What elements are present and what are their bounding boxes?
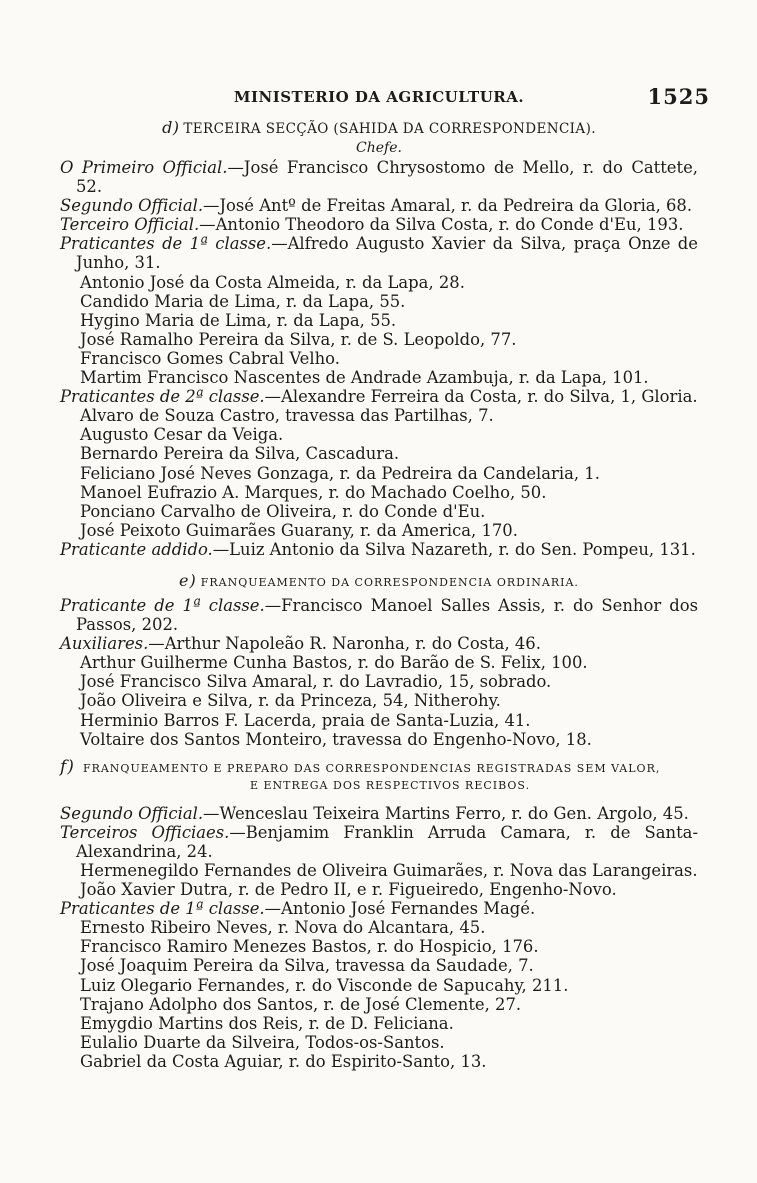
- directory-entry: [60, 521, 698, 540]
- entry-text: Gabriel da Costa Aguiar, r. do Espirito-Santo, 13.: [80, 1051, 487, 1071]
- directory-entry: [60, 711, 698, 730]
- entry-role: Segundo Official.: [60, 196, 204, 216]
- entry-text: —Antonio José Fernandes Magé.: [264, 899, 536, 919]
- entry-role: Terceiro Official.: [60, 215, 200, 235]
- directory-entry: [60, 899, 698, 918]
- directory-entry: [60, 387, 698, 406]
- directory-entry: [60, 234, 698, 272]
- page-number: 1525: [647, 84, 710, 109]
- directory-entry: [60, 502, 698, 521]
- directory-entry: [60, 804, 698, 823]
- entry-role: Praticante de 1ª classe.: [60, 595, 265, 615]
- section-heading-text: FRANQUEAMENTO DA CORRESPONDENCIA ORDINARIA.: [200, 575, 579, 589]
- entry-role: Auxiliares.: [60, 634, 149, 654]
- entry-text: —Francisco Manoel Salles Assis, r. do Senhor dos Passos, 202.: [76, 595, 698, 635]
- document-page: [60, 84, 710, 1071]
- entry-role: O Primeiro Official.: [60, 158, 228, 177]
- entry-text: Bernardo Pereira da Silva, Cascadura.: [80, 444, 400, 464]
- entry-role: Segundo Official.: [60, 803, 204, 823]
- entry-text: —Arthur Napoleão R. Naronha, r. do Costa, 46.: [148, 634, 541, 654]
- directory-entry: [60, 691, 698, 710]
- entry-role: Terceiros Officiaes.: [60, 822, 230, 842]
- entry-text: —Alfredo Augusto Xavier da Silva, praça Onze de Junho, 31.: [76, 234, 698, 273]
- section-heading-text: TERCEIRA SECÇÃO (SAHIDA DA CORRESPONDENCIA).: [183, 121, 596, 137]
- entry-text: Herminio Barros F. Lacerda, praia de Santa-Luzia, 41.: [80, 710, 531, 730]
- directory-entry: [60, 672, 698, 691]
- entry-text: João Xavier Dutra, r. de Pedro II, e r. Figueiredo, Engenho-Novo.: [80, 880, 617, 900]
- directory-entry: [60, 730, 698, 749]
- entry-text: Voltaire dos Santos Monteiro, travessa do Engenho-Novo, 18.: [80, 729, 592, 749]
- entry-text: Hygino Maria de Lima, r. da Lapa, 55.: [80, 310, 397, 330]
- entry-text: Luiz Olegario Fernandes, r. do Visconde de Sapucahy, 211.: [80, 975, 569, 995]
- entry-text: Augusto Cesar da Veiga.: [80, 425, 284, 445]
- directory-entry: [60, 976, 698, 995]
- section-marker: f): [60, 756, 75, 777]
- running-header: [60, 84, 710, 110]
- entry-text: —Benjamim Franklin Arruda Camara, r. de Santa-Alexandrina, 24.: [76, 822, 698, 861]
- entry-text: —Antonio Theodoro da Silva Costa, r. do Conde d'Eu, 193.: [199, 215, 684, 235]
- directory-entry: [60, 861, 698, 880]
- entry-text: Ernesto Ribeiro Neves, r. Nova do Alcantara, 45.: [80, 918, 486, 938]
- directory-entry: [60, 273, 698, 292]
- entry-text: Alvaro de Souza Castro, travessa das Partilhas, 7.: [80, 406, 494, 426]
- entry-text: Emygdio Martins dos Reis, r. de D. Feliciana.: [80, 1013, 454, 1033]
- section-heading-text: FRANQUEAMENTO E PREPARO DAS CORRESPONDENCIAS REGISTRADAS SEM VALOR,: [82, 761, 661, 775]
- directory-entry: [60, 653, 698, 672]
- entry-text: —Alexandre Ferreira da Costa, r. do Silva, 1, Gloria.: [264, 387, 698, 407]
- entry-text: José Ramalho Pereira da Silva, r. de S. Leopoldo, 77.: [80, 329, 517, 349]
- directory-entry: [60, 292, 698, 311]
- section-heading: [60, 571, 698, 590]
- entry-role: Praticantes de 1ª classe.: [60, 234, 272, 254]
- entry-text: Trajano Adolpho dos Santos, r. de José Clemente, 27.: [80, 994, 522, 1014]
- entry-text: —Wenceslau Teixeira Martins Ferro, r. do Gen. Argolo, 45.: [203, 803, 689, 823]
- entry-text: José Joaquim Pereira da Silva, travessa da Saudade, 7.: [80, 956, 534, 976]
- directory-entry: [60, 823, 698, 861]
- directory-entry: [60, 483, 698, 502]
- entry-text: João Oliveira e Silva, r. da Princeza, 54, Nitherohy.: [80, 691, 501, 711]
- entry-role: Praticantes de 1ª classe.: [60, 899, 265, 919]
- directory-entry: [60, 918, 698, 937]
- directory-entry: [60, 596, 698, 634]
- directory-content: [60, 118, 698, 1071]
- directory-entry: [60, 540, 698, 559]
- section-heading-line2: E ENTREGA DOS RESPECTIVOS RECIBOS.: [249, 778, 531, 792]
- directory-entry: [60, 425, 698, 444]
- section-marker: d): [162, 118, 180, 137]
- directory-entry: [60, 634, 698, 653]
- directory-entry: [60, 158, 698, 196]
- entry-text: Manoel Eufrazio A. Marques, r. do Machado Coelho, 50.: [80, 482, 547, 502]
- entry-text: Eulalio Duarte da Silveira, Todos-os-Santos.: [80, 1032, 445, 1052]
- directory-entry: [60, 1052, 698, 1071]
- directory-entry: [60, 196, 698, 215]
- entry-text: Francisco Gomes Cabral Velho.: [80, 348, 340, 368]
- directory-entry: [60, 444, 698, 463]
- directory-entry: [60, 406, 698, 425]
- entry-text: Feliciano José Neves Gonzaga, r. da Pedreira da Candelaria, 1.: [80, 463, 600, 483]
- entry-text: Martim Francisco Nascentes de Andrade Azambuja, r. da Lapa, 101.: [80, 368, 649, 388]
- directory-entry: [60, 330, 698, 349]
- entry-text: Hermenegildo Fernandes de Oliveira Guimarães, r. Nova das Larangeiras.: [80, 861, 698, 880]
- section-heading: [60, 756, 698, 794]
- entry-text: —José Francisco Chrysostomo de Mello, r. do Cattete, 52.: [76, 158, 698, 197]
- section-subheading: Chefe.: [356, 140, 402, 156]
- entry-text: —José Antº de Freitas Amaral, r. da Pedreira da Gloria, 68.: [203, 196, 693, 216]
- directory-entry: [60, 1014, 698, 1033]
- entry-text: Antonio José da Costa Almeida, r. da Lapa, 28.: [80, 272, 465, 292]
- entry-role: Praticante addido.: [60, 539, 213, 559]
- directory-entry: [60, 368, 698, 387]
- page-title: MINISTERIO DA AGRICULTURA.: [233, 88, 525, 106]
- entry-text: Francisco Ramiro Menezes Bastos, r. do Hospicio, 176.: [80, 937, 539, 957]
- entry-text: José Peixoto Guimarães Guarany, r. da America, 170.: [80, 520, 518, 540]
- entry-text: Arthur Guilherme Cunha Bastos, r. do Barão de S. Felix, 100.: [80, 653, 588, 673]
- entry-text: Candido Maria de Lima, r. da Lapa, 55.: [80, 291, 406, 311]
- directory-entry: [60, 937, 698, 956]
- directory-entry: [60, 215, 698, 234]
- entry-text: Ponciano Carvalho de Oliveira, r. do Conde d'Eu.: [80, 501, 486, 521]
- directory-entry: [60, 880, 698, 899]
- section-marker: e): [179, 570, 197, 590]
- entry-text: —Luiz Antonio da Silva Nazareth, r. do Sen. Pompeu, 131.: [212, 539, 696, 559]
- directory-entry: [60, 1033, 698, 1052]
- entry-role: Praticantes de 2ª classe.: [60, 387, 265, 407]
- directory-entry: [60, 464, 698, 483]
- directory-entry: [60, 956, 698, 975]
- entry-text: José Francisco Silva Amaral, r. do Lavradio, 15, sobrado.: [80, 672, 552, 692]
- section-heading: [60, 118, 698, 137]
- directory-entry: [60, 995, 698, 1014]
- directory-entry: [60, 311, 698, 330]
- directory-entry: [60, 349, 698, 368]
